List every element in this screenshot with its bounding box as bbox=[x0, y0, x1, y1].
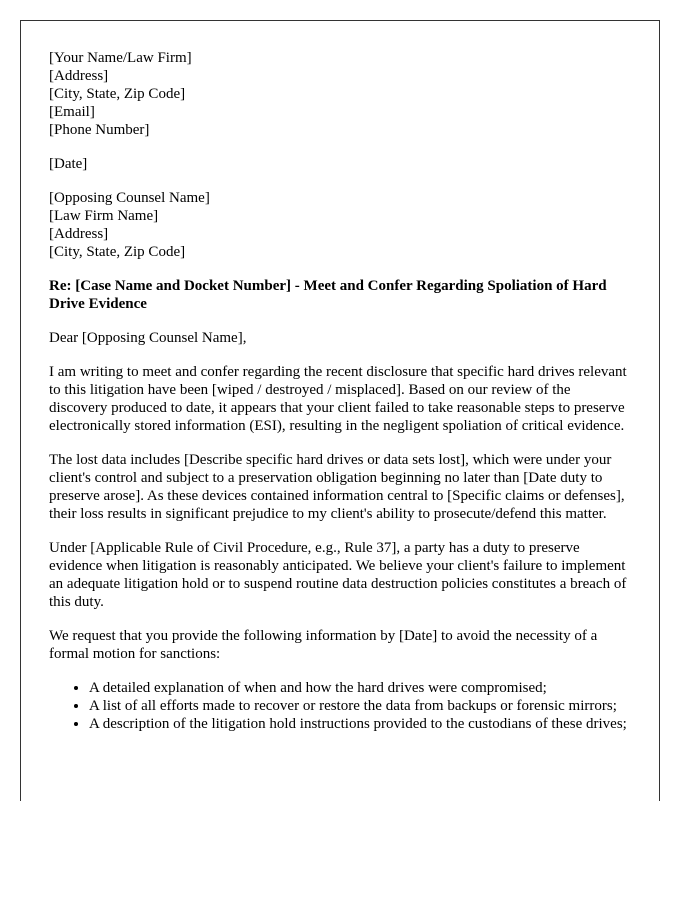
recipient-address bbox=[49, 189, 631, 261]
recipient-city: [City, State, Zip Code] bbox=[49, 244, 186, 260]
list-item: • A list of all efforts made to recover or restore the data from backups or forensic mirrors; bbox=[89, 697, 631, 715]
recipient-name: [Opposing Counsel Name] bbox=[49, 190, 210, 206]
sender-city: [City, State, Zip Code] bbox=[49, 86, 186, 102]
recipient-firm: [Law Firm Name] bbox=[49, 208, 159, 224]
sender-phone: [Phone Number] bbox=[49, 122, 150, 138]
paragraph-request: We request that you provide the following information by [Date] to avoid the necessity of a formal motion for sanctions: bbox=[49, 628, 598, 662]
paragraph-legal-duty: Under [Applicable Rule of Civil Procedure, e.g., Rule 37], a party has a duty to preserve evidence when litigation is reasonably anticipated. We believe your client's failure to implement an adequate litigation hold or to suspend routine data destruction policies constitutes a breach of this duty. bbox=[49, 540, 627, 610]
sender-email: [Email] bbox=[49, 104, 95, 120]
letter-date: [Date] bbox=[49, 156, 88, 172]
paragraph-lost-data: The lost data includes [Describe specific hard drives or data sets lost], which were under your client's control and subject to a preservation obligation beginning no later than [Date duty to preserve arose]. As these devices contained information central to [Specific claims or defenses], their loss results in significant prejudice to my client's ability to prosecute/defend this matter. bbox=[49, 452, 625, 522]
subject-line: Re: [Case Name and Docket Number] - Meet and Confer Regarding Spoliation of Hard Drive Evidence bbox=[49, 278, 607, 312]
sender-street: [Address] bbox=[49, 68, 109, 84]
recipient-street: [Address] bbox=[49, 226, 109, 242]
salutation: Dear [Opposing Counsel Name], bbox=[49, 330, 247, 346]
list-item: • A detailed explanation of when and how the hard drives were compromised; bbox=[89, 679, 631, 697]
sender-address bbox=[49, 49, 631, 139]
request-list bbox=[49, 679, 631, 733]
list-item: • A description of the litigation hold instructions provided to the custodians of these drives; bbox=[89, 715, 631, 733]
letter-page bbox=[20, 20, 660, 801]
sender-name: [Your Name/Law Firm] bbox=[49, 50, 192, 66]
paragraph-intro: I am writing to meet and confer regarding the recent disclosure that specific hard drives relevant to this litigation have been [wiped / destroyed / misplaced]. Based on our review of the discovery produced to date, it appears that your client failed to take reasonable steps to preserve electronically stored information (ESI), resulting in the negligent spoliation of critical evidence. bbox=[49, 364, 627, 434]
